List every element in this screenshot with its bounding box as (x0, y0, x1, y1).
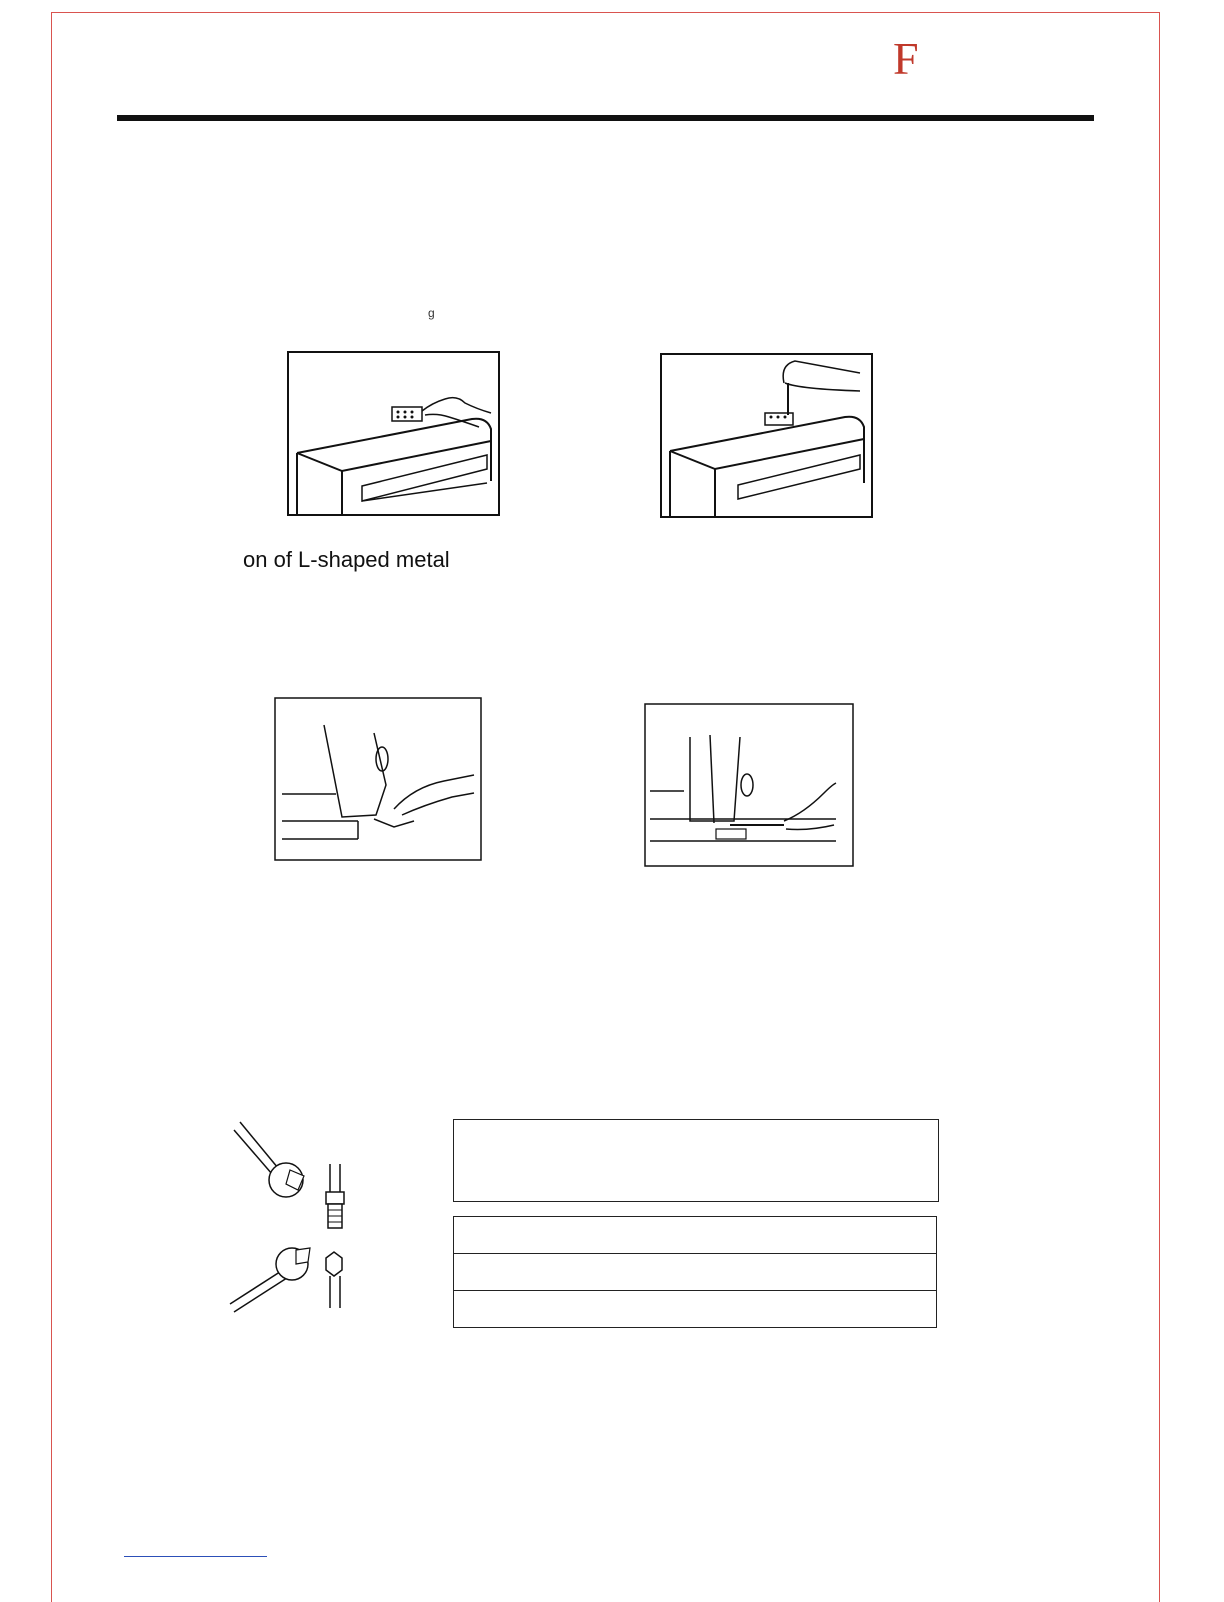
table-row (454, 1217, 936, 1254)
page-border (51, 12, 1160, 1602)
figure-wrench-fittings (226, 1118, 356, 1318)
clipped-text-fragment: g (428, 306, 435, 320)
section-letter: F (893, 33, 919, 84)
table-row (454, 1291, 936, 1328)
base-screwdriver-icon (644, 703, 855, 868)
note-box (453, 1119, 939, 1202)
torque-table (453, 1216, 937, 1328)
table-row (454, 1254, 936, 1291)
figure-base-screwdriver (644, 703, 855, 868)
bracket-placement-icon (287, 351, 501, 518)
footer-link-underline[interactable] (124, 1556, 267, 1557)
header-rule (117, 115, 1094, 121)
figure-caption: on of L-shaped metal (243, 547, 450, 572)
figure-base-wrench (274, 697, 483, 862)
figure-bracket-placement (287, 351, 501, 518)
base-wrench-icon (274, 697, 483, 862)
bracket-screwing-icon (660, 353, 874, 519)
wrench-fittings-icon (226, 1118, 356, 1318)
figure-bracket-screwing (660, 353, 874, 519)
